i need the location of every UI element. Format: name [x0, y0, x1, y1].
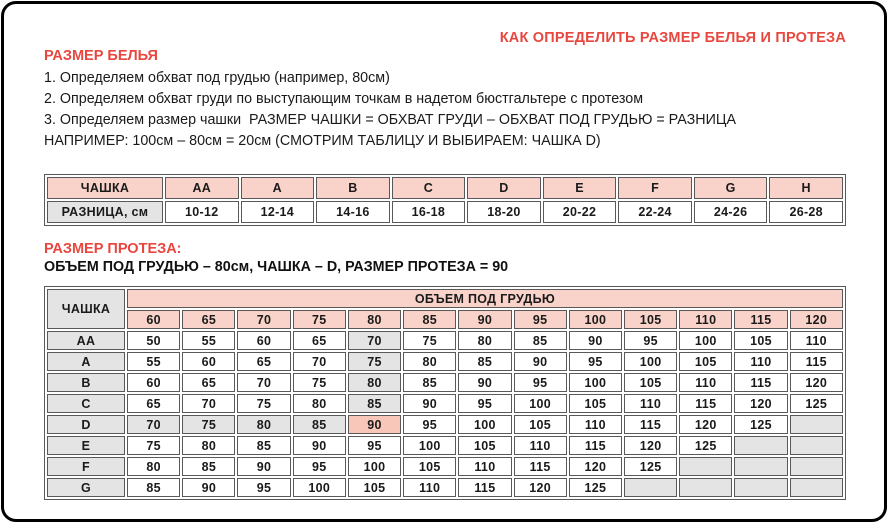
page-title: КАК ОПРЕДЕЛИТЬ РАЗМЕР БЕЛЬЯ И ПРОТЕЗА	[499, 30, 846, 46]
size-cell: 60	[237, 331, 290, 350]
difference-cell: 12-14	[241, 201, 315, 223]
empty-cell	[679, 478, 732, 497]
volume-span-header: ОБЪЕМ ПОД ГРУДЬЮ	[127, 289, 843, 308]
size-cell: 55	[127, 352, 180, 371]
prosthesis-section-heading: РАЗМЕР ПРОТЕЗА:	[44, 241, 182, 257]
prosthesis-row-E	[47, 436, 843, 455]
volume-header-cell: 120	[790, 310, 843, 329]
cup-row-label: B	[47, 373, 125, 392]
difference-row-label: РАЗНИЦА, см	[47, 201, 163, 223]
cup-size-table	[44, 174, 846, 226]
prosthesis-header-row	[47, 289, 843, 308]
cup-table-label: ЧАШКА	[47, 177, 163, 199]
cup-row-label: AA	[47, 331, 125, 350]
cup-column-header: ЧАШКА	[47, 289, 125, 329]
size-cell: 75	[182, 415, 235, 434]
size-cell: 95	[624, 331, 677, 350]
volume-header-cell: 85	[403, 310, 456, 329]
step-line-3: 3. Определяем размер чашки РАЗМЕР ЧАШКИ = ОБХВАТ ГРУДИ – ОБХВАТ ПОД ГРУДЬЮ = РАЗНИЦА	[44, 112, 736, 128]
difference-cell: 26-28	[769, 201, 843, 223]
volume-header-cell: 95	[514, 310, 567, 329]
size-cell: 80	[237, 415, 290, 434]
empty-cell	[790, 415, 843, 434]
size-cell: 70	[237, 373, 290, 392]
size-cell: 90	[403, 394, 456, 413]
cup-header-cell: G	[694, 177, 768, 199]
size-cell: 120	[790, 373, 843, 392]
size-cell: 85	[127, 478, 180, 497]
size-cell: 70	[293, 352, 346, 371]
cup-header-cell: D	[467, 177, 541, 199]
prosthesis-row-D	[47, 415, 843, 434]
size-cell: 65	[237, 352, 290, 371]
difference-cell: 16-18	[392, 201, 466, 223]
size-cell: 60	[182, 352, 235, 371]
size-cell: 115	[624, 415, 677, 434]
size-cell: 85	[293, 415, 346, 434]
size-cell: 115	[458, 478, 511, 497]
empty-cell	[790, 457, 843, 476]
size-cell: 105	[679, 352, 732, 371]
page-frame	[1, 1, 887, 522]
size-cell: 115	[679, 394, 732, 413]
size-cell: 120	[514, 478, 567, 497]
size-cell: 115	[790, 352, 843, 371]
size-cell: 55	[182, 331, 235, 350]
volume-header-cell: 60	[127, 310, 180, 329]
size-cell: 85	[514, 331, 567, 350]
size-cell: 100	[624, 352, 677, 371]
size-cell: 95	[569, 352, 622, 371]
cup-row-label: E	[47, 436, 125, 455]
cup-row-label: C	[47, 394, 125, 413]
size-cell: 95	[293, 457, 346, 476]
size-cell: 95	[237, 478, 290, 497]
empty-cell	[790, 436, 843, 455]
size-cell: 75	[293, 373, 346, 392]
cup-header-cell: C	[392, 177, 466, 199]
size-cell: 90	[293, 436, 346, 455]
difference-cell: 22-24	[618, 201, 692, 223]
size-cell: 100	[403, 436, 456, 455]
size-cell: 100	[514, 394, 567, 413]
size-cell: 90	[237, 457, 290, 476]
size-steps	[44, 68, 846, 152]
prosthesis-size-table	[44, 286, 846, 500]
size-cell: 105	[348, 478, 401, 497]
size-cell: 90	[569, 331, 622, 350]
empty-cell	[790, 478, 843, 497]
size-cell: 110	[403, 478, 456, 497]
size-cell: 110	[624, 394, 677, 413]
cup-header-cell: H	[769, 177, 843, 199]
cup-header-cell: B	[316, 177, 390, 199]
size-cell: 110	[458, 457, 511, 476]
cup-header-row	[47, 177, 843, 199]
volume-header-cell: 105	[624, 310, 677, 329]
cup-row-label: A	[47, 352, 125, 371]
size-cell: 60	[127, 373, 180, 392]
size-cell: 125	[624, 457, 677, 476]
prosthesis-row-C	[47, 394, 843, 413]
size-cell: 80	[293, 394, 346, 413]
size-cell: 85	[182, 457, 235, 476]
size-cell: 125	[569, 478, 622, 497]
prosthesis-row-A	[47, 352, 843, 371]
size-cell: 100	[458, 415, 511, 434]
size-cell: 100	[679, 331, 732, 350]
size-cell: 85	[403, 373, 456, 392]
size-cell: 105	[514, 415, 567, 434]
size-cell: 80	[403, 352, 456, 371]
volume-header-cell: 90	[458, 310, 511, 329]
size-cell: 110	[514, 436, 567, 455]
difference-cell: 20-22	[543, 201, 617, 223]
size-cell: 110	[734, 352, 787, 371]
volume-header-row	[47, 310, 843, 329]
size-cell: 70	[182, 394, 235, 413]
cup-header-cell: E	[543, 177, 617, 199]
size-cell: 125	[790, 394, 843, 413]
size-cell: 65	[182, 373, 235, 392]
size-cell: 100	[569, 373, 622, 392]
difference-cell: 24-26	[694, 201, 768, 223]
size-cell: 105	[458, 436, 511, 455]
empty-cell	[734, 478, 787, 497]
volume-header-cell: 80	[348, 310, 401, 329]
size-cell: 70	[348, 331, 401, 350]
size-cell: 75	[237, 394, 290, 413]
cup-row-label: D	[47, 415, 125, 434]
size-cell: 110	[790, 331, 843, 350]
empty-cell	[624, 478, 677, 497]
size-cell: 95	[514, 373, 567, 392]
difference-cell: 18-20	[467, 201, 541, 223]
size-cell: 120	[734, 394, 787, 413]
size-cell: 120	[624, 436, 677, 455]
empty-cell	[734, 436, 787, 455]
size-cell: 115	[569, 436, 622, 455]
size-cell: 80	[458, 331, 511, 350]
size-cell: 85	[237, 436, 290, 455]
empty-cell	[734, 457, 787, 476]
size-cell: 105	[624, 373, 677, 392]
cup-header-cell: A	[241, 177, 315, 199]
size-cell: 85	[458, 352, 511, 371]
volume-header-cell: 110	[679, 310, 732, 329]
size-cell: 115	[514, 457, 567, 476]
empty-cell	[679, 457, 732, 476]
difference-cell: 10-12	[165, 201, 239, 223]
size-cell: 105	[734, 331, 787, 350]
size-cell: 80	[182, 436, 235, 455]
size-cell: 120	[569, 457, 622, 476]
size-cell: 95	[403, 415, 456, 434]
size-cell: 90	[514, 352, 567, 371]
size-cell: 100	[348, 457, 401, 476]
volume-header-cell: 115	[734, 310, 787, 329]
prosthesis-row-F	[47, 457, 843, 476]
volume-header-cell: 70	[237, 310, 290, 329]
prosthesis-example: ОБЪЕМ ПОД ГРУДЬЮ – 80см, ЧАШКА – D, РАЗМЕР ПРОТЕЗА = 90	[44, 259, 509, 275]
cup-row-label: G	[47, 478, 125, 497]
prosthesis-row-G	[47, 478, 843, 497]
size-cell: 110	[679, 373, 732, 392]
size-cell: 90	[182, 478, 235, 497]
size-section-heading: РАЗМЕР БЕЛЬЯ	[44, 48, 158, 64]
volume-header-cell: 75	[293, 310, 346, 329]
size-cell: 125	[679, 436, 732, 455]
cup-row-label: F	[47, 457, 125, 476]
size-cell: 90	[458, 373, 511, 392]
size-cell: 50	[127, 331, 180, 350]
size-cell: 75	[127, 436, 180, 455]
difference-cell: 14-16	[316, 201, 390, 223]
step-line-2: 2. Определяем обхват груди по выступающим точкам в надетом бюстгальтере с протезом	[44, 91, 644, 107]
size-cell: 115	[734, 373, 787, 392]
size-cell: 80	[348, 373, 401, 392]
size-cell: 100	[293, 478, 346, 497]
size-cell: 110	[569, 415, 622, 434]
size-cell: 95	[458, 394, 511, 413]
cup-header-cell: AA	[165, 177, 239, 199]
size-cell: 105	[403, 457, 456, 476]
cup-header-cell: F	[618, 177, 692, 199]
volume-header-cell: 100	[569, 310, 622, 329]
prosthesis-row-AA	[47, 331, 843, 350]
difference-row	[47, 201, 843, 223]
size-cell: 105	[569, 394, 622, 413]
size-cell: 75	[348, 352, 401, 371]
size-cell: 85	[348, 394, 401, 413]
size-cell: 75	[403, 331, 456, 350]
size-cell: 120	[679, 415, 732, 434]
step-line-example: НАПРИМЕР: 100см – 80см = 20см (СМОТРИМ ТАБЛИЦУ И ВЫБИРАЕМ: ЧАШКА D)	[44, 133, 601, 149]
size-cell: 90	[348, 415, 401, 434]
size-cell: 65	[127, 394, 180, 413]
size-cell: 125	[734, 415, 787, 434]
step-line-1: 1. Определяем обхват под грудью (например, 80см)	[44, 70, 390, 86]
size-cell: 95	[348, 436, 401, 455]
size-cell: 70	[127, 415, 180, 434]
size-cell: 80	[127, 457, 180, 476]
size-cell: 65	[293, 331, 346, 350]
prosthesis-row-B	[47, 373, 843, 392]
volume-header-cell: 65	[182, 310, 235, 329]
